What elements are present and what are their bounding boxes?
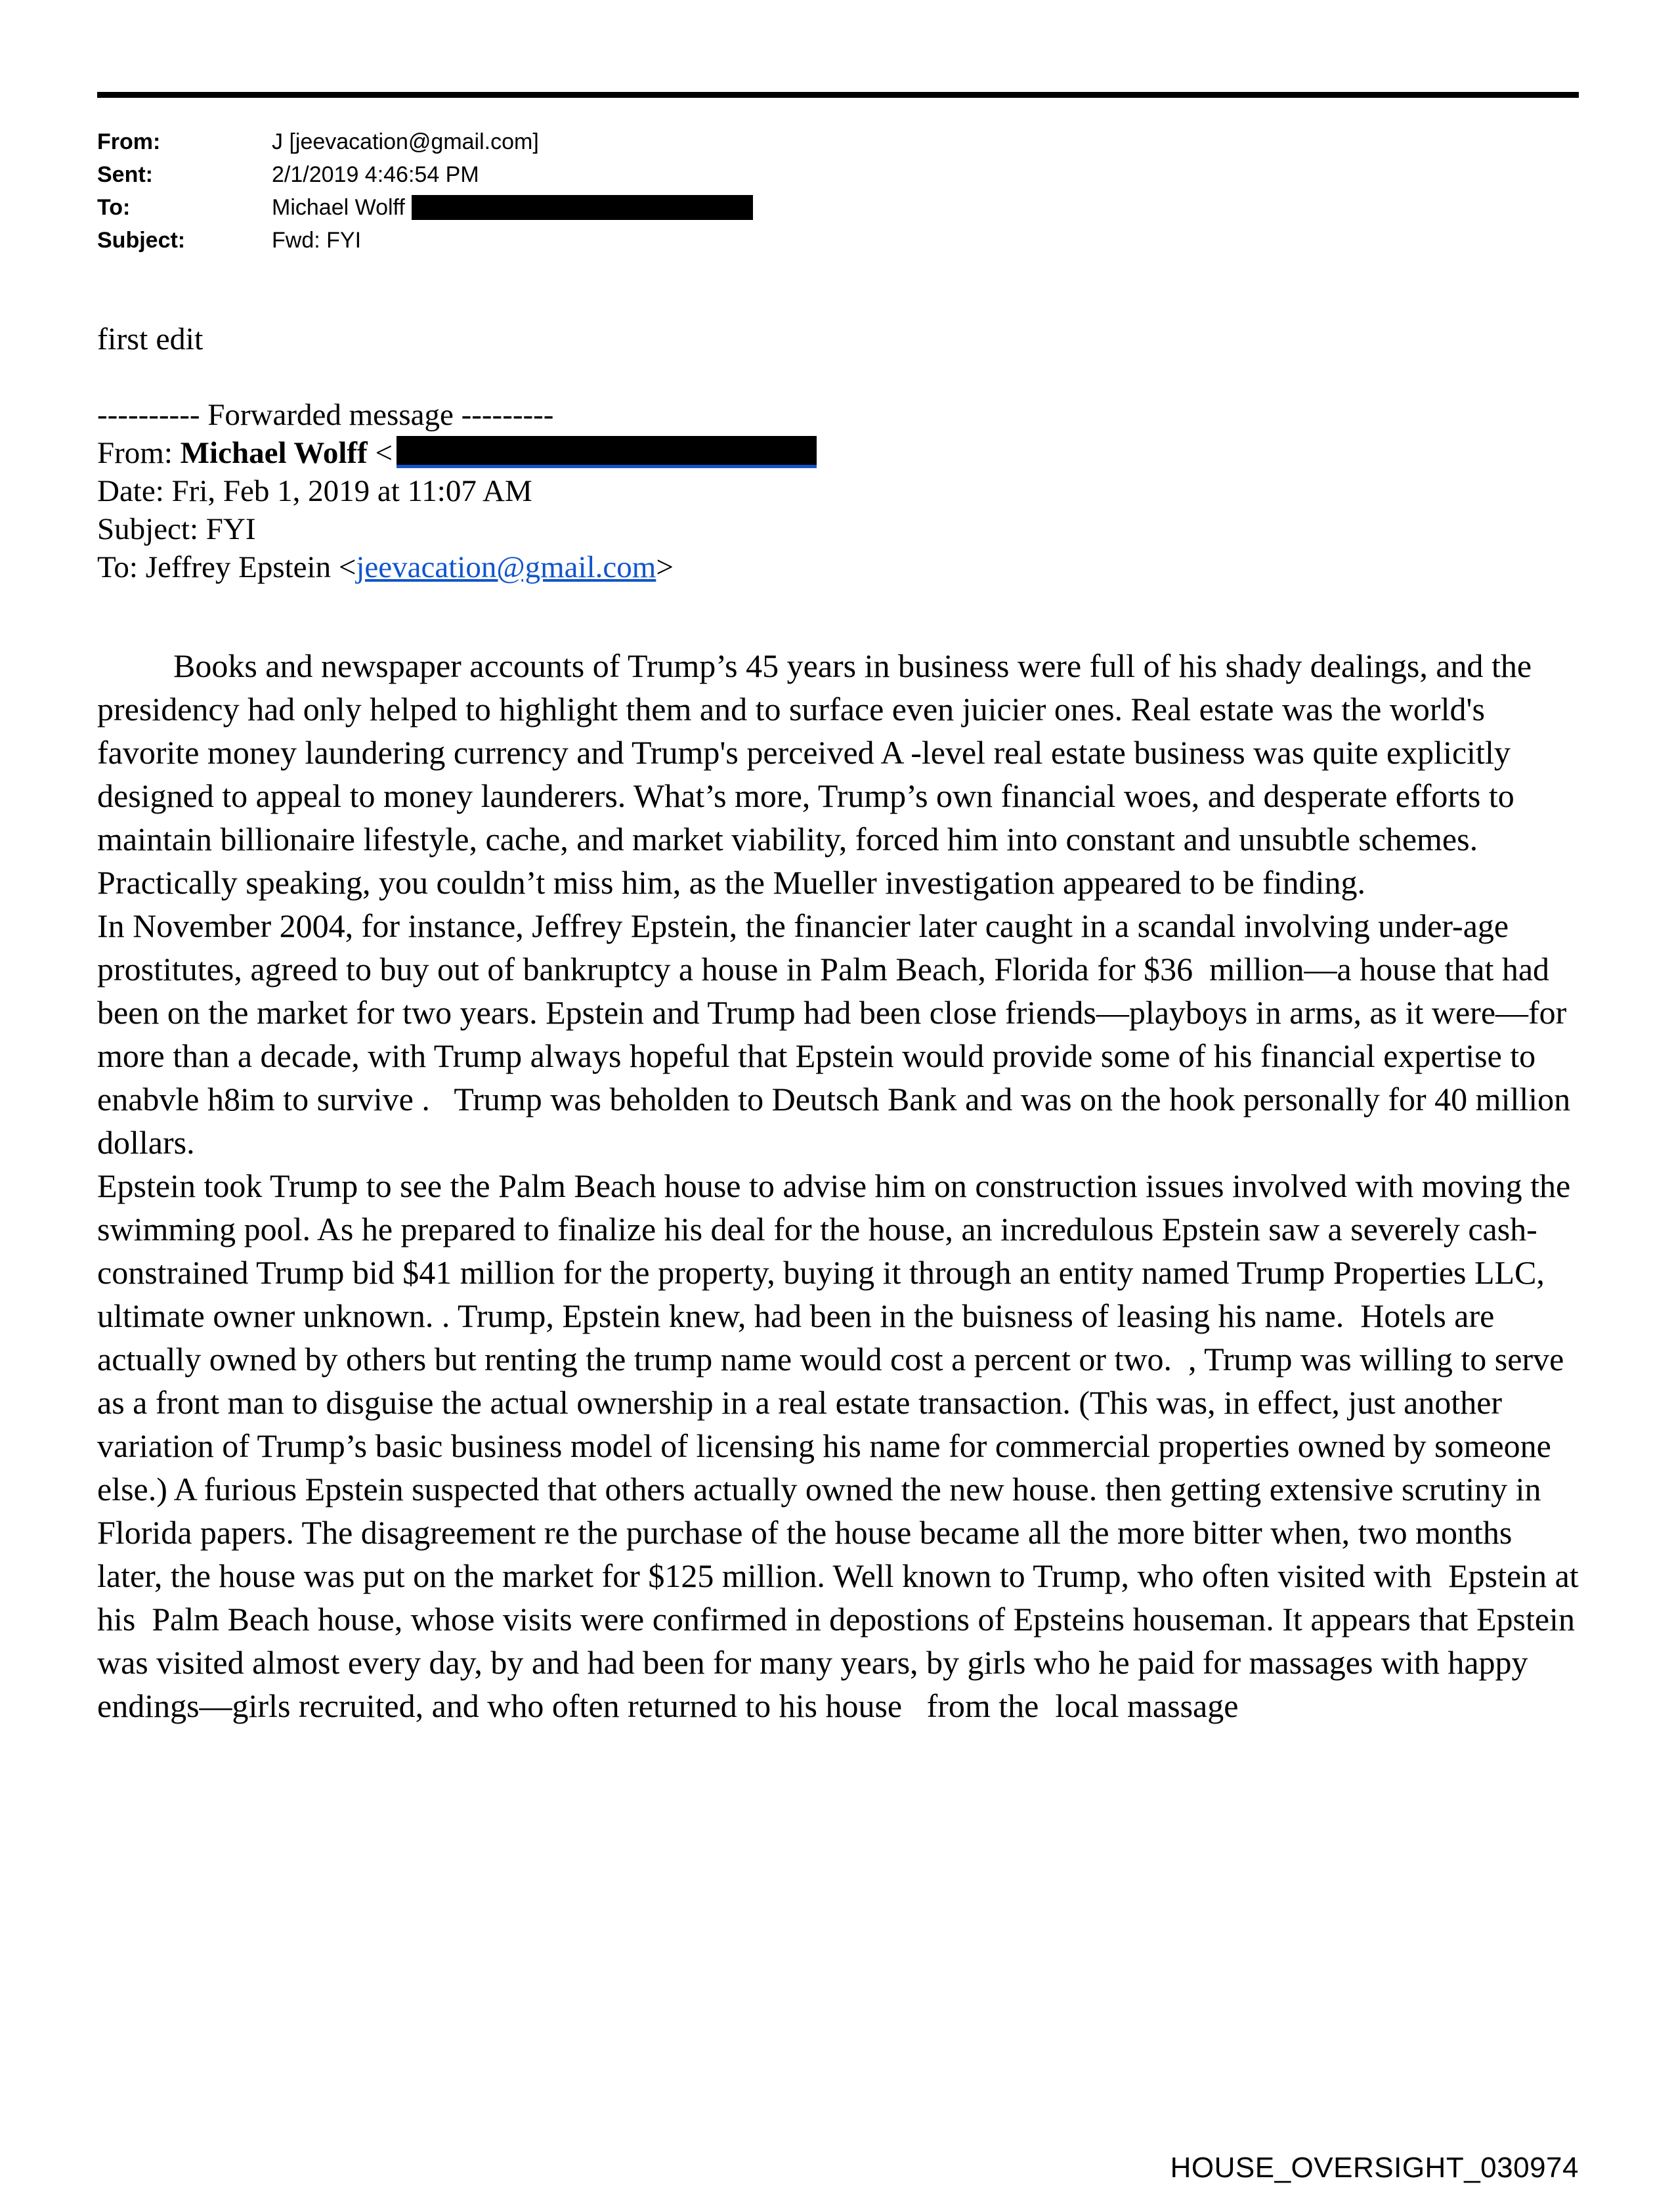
- from-label: From:: [97, 129, 161, 154]
- forward-from-line: [97, 434, 1579, 472]
- forward-subject-line: Subject: FYI: [97, 512, 256, 546]
- subject-label: Subject:: [97, 228, 186, 253]
- header-row-from: [97, 125, 1579, 158]
- forward-to-bracket: >: [656, 550, 674, 584]
- from-value: J [jeevacation@gmail.com]: [272, 129, 539, 154]
- to-label: To:: [97, 195, 131, 220]
- sent-value: 2/1/2019 4:46:54 PM: [272, 162, 479, 187]
- forward-from-bracket: <: [375, 436, 393, 470]
- header-row-to: [97, 191, 1579, 224]
- redacted-email-link-bar: [397, 436, 817, 468]
- body-paragraph-2: In November 2004, for instance, Jeffrey Epstein, the financier later caught in a scandal involving under-age prostitutes, agreed to buy out of bankruptcy a house in Palm Beach, Florida for $36 million—a house that had been on the market for two years. Epstein and Trump had been close friends—playboys in arms, as it were—for more than a decade, with Trump always hopeful that Epstein would provide some of his financial expertise to enabvle h8im to survive . Trump was beholden to Deutsch Bank and was on the hook personally for 40 million dollars.: [97, 907, 1579, 1161]
- to-value: Michael Wolff: [272, 195, 405, 220]
- body-paragraph-3: Epstein took Trump to see the Palm Beach house to advise him on construction issues involved with moving the swimming pool. As he prepared to finalize his deal for the house, an incredulous Epstein saw a severely cash-constrained Trump bid $41 million for the property, buying it through an entity named Trump Properties LLC, ultimate owner unknown. . Trump, Epstein knew, had been in the buisness of leasing his name. Hotels are actually owned by others but renting the trump name would cost a percent or two. , Trump was willing to serve as a front man to disguise the actual ownership in a real estate transaction. (This was, in effect, just another variation of Trump’s basic business model of licensing his name for commercial properties owned by someone else.) A furious Epstein suspected that others actually owned the new house. then getting extensive scrutiny in Florida papers. The disagreement re the purchase of the house became all the more bitter when, two months later, the house was put on the market for $125 million. Well known to Trump, who often visited with Epstein at his Palm Beach house, whose visits were confirmed in depostions of Epsteins houseman. It appears that Epstein was visited almost every day, by and had been for many years, by girls who he paid for massages with happy endings—girls recruited, and who often returned to his house from the local massage: [97, 1167, 1587, 1724]
- recipient-email-link[interactable]: jeevacation@gmail.com: [356, 550, 656, 584]
- header-row-subject: [97, 224, 1579, 257]
- forward-separator: ---------- Forwarded message ---------: [97, 398, 554, 432]
- forward-from-name: Michael Wolff: [180, 436, 376, 470]
- sent-label: Sent:: [97, 162, 153, 187]
- forwarded-message-header: [97, 396, 1579, 586]
- bates-number: HOUSE_OVERSIGHT_030974: [1170, 2152, 1579, 2184]
- header-rule: [97, 92, 1579, 98]
- redaction-bar: [412, 195, 753, 220]
- body-paragraph-1: Books and newspaper accounts of Trump’s 45 years in business were full of his shady dealings, and the presidency had only helped to highlight them and to surface even juicier ones. Real estate was the world's favorite money laundering currency and Trump's perceived A -level real estate business was quite explicitly designed to appeal to money launderers. What’s more, Trump’s own financial woes, and desperate efforts to maintain billionaire lifestyle, cache, and market viability, forced him into constant and unsubtle schemes. Practically speaking, you couldn’t miss him, as the Mueller investigation appeared to be finding.: [97, 647, 1540, 901]
- forward-date-line: Date: Fri, Feb 1, 2019 at 11:07 AM: [97, 474, 532, 508]
- forward-to-line: [97, 548, 1579, 586]
- forward-to-label: To: Jeffrey Epstein <: [97, 550, 356, 584]
- forward-from-label: From:: [97, 436, 181, 470]
- header-row-sent: [97, 158, 1579, 191]
- subject-value: Fwd: FYI: [272, 228, 362, 253]
- email-body: [97, 644, 1587, 1727]
- edit-note: first edit: [97, 322, 204, 357]
- email-header: [97, 125, 1579, 257]
